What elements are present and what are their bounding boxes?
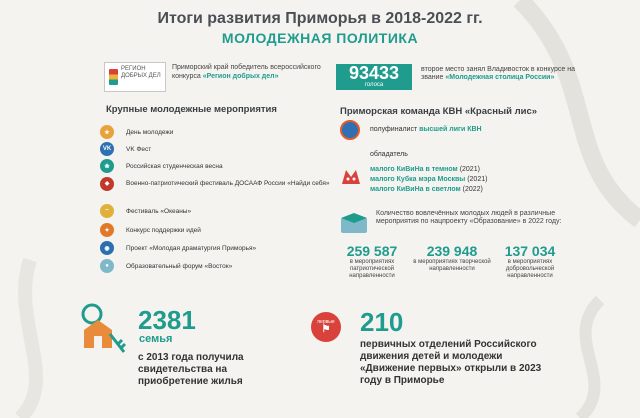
kvn-award-year: (2021) [467, 176, 488, 183]
kvn-award [370, 186, 483, 195]
badge-icon: ★ [100, 125, 114, 139]
event-item [100, 222, 330, 238]
kvn-semifinal-highlight: высшей лиги КВН [419, 126, 482, 133]
event-item [100, 240, 330, 256]
kvn-heading: Приморская команда КВН «Красный лис» [340, 106, 538, 117]
kvn-award-year: (2021) [459, 166, 480, 173]
kvn-fox-icon [340, 168, 362, 186]
kvn-semifinal-prefix: полуфиналист [370, 126, 418, 133]
stat-label: в мероприятиях творческой направленности [413, 259, 491, 272]
kvn-award [370, 166, 480, 175]
stat-block [490, 244, 570, 280]
movement-number: 210 [360, 307, 404, 337]
kvn-winner-label: обладатель [370, 151, 408, 158]
region-good-text [172, 63, 322, 81]
page-subtitle: МОЛОДЕЖНАЯ ПОЛИТИКА [221, 30, 419, 46]
youth-capital-text [421, 66, 581, 82]
event-item [100, 176, 330, 192]
kvn-league-icon [340, 120, 360, 140]
vk-icon: VK [100, 142, 114, 156]
kvn-award-year: (2022) [462, 186, 483, 193]
event-item [100, 258, 330, 274]
volunteers-text: Количество вовлечённых молодых людей в различные мероприятия по нацпроекту «Образование» в 2022 году: [376, 210, 562, 225]
vostok-icon: ● [100, 259, 114, 273]
kvn-award-name: малого Кубка мэра Москвы [370, 176, 466, 183]
housing-unit: семья [139, 333, 173, 345]
kvn-semifinal [370, 126, 482, 135]
region-good-logo-icon [109, 69, 118, 85]
movement-desc: первичных отделений Российского движения детей и молодежи «Движение первых» открыли в 2023 году в Приморье [360, 339, 542, 386]
dosaaf-icon: ◆ [100, 177, 114, 191]
event-label: VK Фест [126, 145, 152, 153]
education-project-icon [340, 212, 368, 234]
youth-capital-highlight: «Молодежная столица России» [445, 74, 555, 81]
event-label: Фестиваль «Океаны» [126, 207, 192, 215]
event-item [100, 141, 330, 157]
stat-label: в мероприятиях добровольческой направленности [505, 259, 555, 279]
event-label: День молодежи [126, 128, 174, 136]
event-label: Российская студенческая весна [126, 162, 223, 170]
stat-block [332, 244, 412, 280]
region-good-logo-text: РЕГИОН ДОБРЫХ ДЕЛ [121, 66, 161, 79]
event-label: Образовательный форум «Восток» [126, 262, 233, 270]
ocean-icon: ~ [100, 204, 114, 218]
house-key-icon [80, 300, 130, 360]
kvn-award [370, 176, 487, 185]
page-title: Итоги развития Приморья в 2018-2022 гг. [157, 10, 483, 27]
youth-capital-votes [336, 64, 412, 90]
stat-value: 259 587 [346, 243, 398, 259]
movement-flag-icon: ⚑ [321, 324, 331, 335]
movement-badge-text: первые [317, 319, 335, 325]
idea-icon: ✦ [100, 223, 114, 237]
spring-icon: ❀ [100, 159, 114, 173]
housing-desc: с 2013 года получила свидетельства на приобретение жилья [138, 352, 244, 387]
youth-capital-prefix: второе место занял Владивосток в конкурсе на звание [421, 66, 575, 81]
region-good-logo [104, 62, 166, 92]
drama-icon: ◉ [100, 241, 114, 255]
events-heading: Крупные молодежные мероприятия [106, 104, 277, 115]
stat-value: 137 034 [504, 243, 556, 259]
kvn-award-name: малого КиВиНа в светлом [370, 186, 461, 193]
region-good-highlight: «Регион добрых дел» [202, 73, 279, 80]
youth-capital-number: 93433 [348, 63, 400, 83]
event-label: Проект «Молодая драматургия Приморья» [126, 244, 257, 252]
event-label: Военно-патриотический фестиваль ДОСААФ России «Найди себя» [126, 180, 330, 187]
event-item [100, 124, 330, 140]
stat-block [412, 244, 492, 273]
youth-capital-number-label: голоса [364, 82, 384, 88]
region-good-prefix: Приморский край победитель всероссийского конкурса [172, 64, 321, 80]
housing-number: 2381 [138, 305, 196, 335]
event-label: Конкурс поддержки идей [126, 226, 201, 234]
movement-badge [311, 312, 341, 342]
kvn-award-name: малого КиВиНа в темном [370, 166, 458, 173]
stat-value: 239 948 [426, 243, 478, 259]
event-item [100, 158, 330, 174]
event-item [100, 203, 330, 219]
stat-label: в мероприятиях патриотической направленности [349, 259, 395, 279]
